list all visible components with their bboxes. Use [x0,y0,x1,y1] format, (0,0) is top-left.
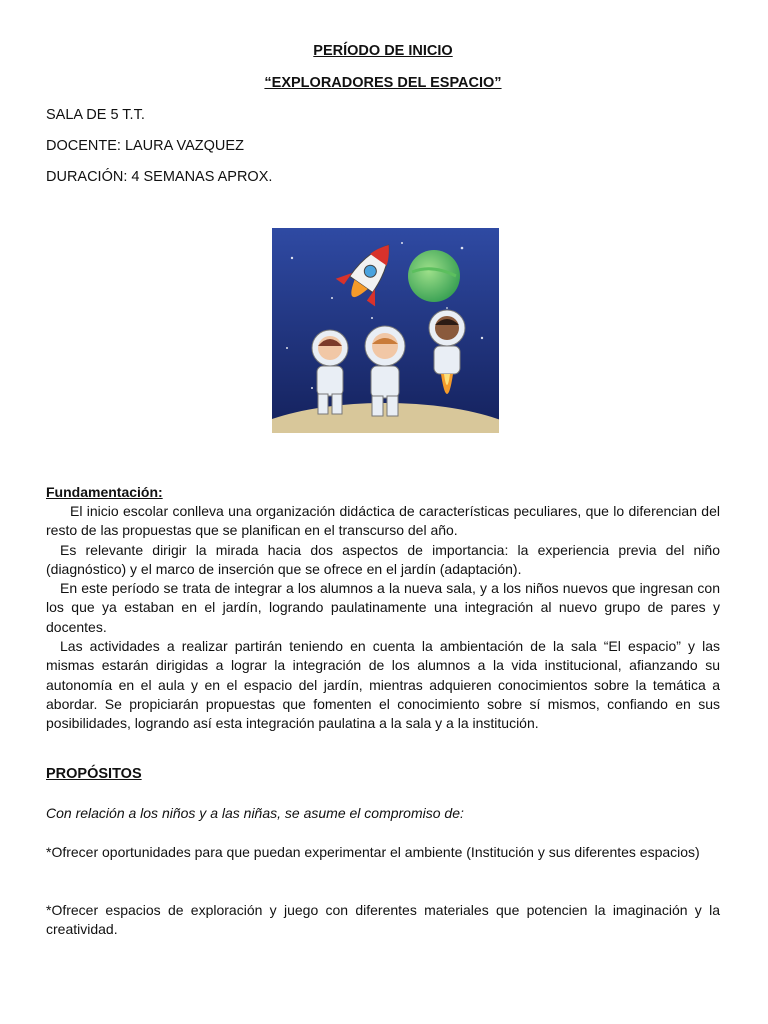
fundamentacion-paragraph: El inicio escolar conlleva una organización didáctica de características peculiares, que lo diferencian del resto de las propuestas que se planifican en el transcurso del año. [46,503,720,539]
proposito-item: *Ofrecer oportunidades para que puedan experimentar el ambiente (Institución y sus diferentes espacios) [46,844,700,860]
space-astronaut-kids-illustration [272,228,499,433]
fundamentacion-body [46,502,720,734]
propositos-heading: PROPÓSITOS [46,766,142,782]
fundamentacion-heading: Fundamentación: [46,484,163,500]
page-title: PERÍODO DE INICIO [313,43,453,59]
fundamentacion-paragraph: Las actividades a realizar partirán teniendo en cuenta la ambientación de la sala “El espacio” y las mismas estarán dirigidas a lograr la integración de los alumnos a la vida institucional, afianzando su autonomía en el aula y en el espacio del jardín, mientras adquieren conocimientos sobre la temática a abordar. Se propiciarán propuestas que fomenten el conocimiento sobre sí mismos, confiando en sus posibilidades, logrando así esta integración paulatina a la sala y a la institución. [46,638,720,732]
duracion-line: DURACIÓN: 4 SEMANAS APROX. [46,169,273,185]
page-subtitle: “EXPLORADORES DEL ESPACIO” [264,75,502,91]
propositos-intro: Con relación a los niños y a las niñas, se asume el compromiso de: [46,805,464,821]
proposito-item: *Ofrecer espacios de exploración y juego con diferentes materiales que potencien la imaginación y la creatividad. [46,902,720,938]
fundamentacion-paragraph: En este período se trata de integrar a los alumnos a la nueva sala, y a los niños nuevos que ingresan con los que ya estaban en el jardín, logrando paulatinamente una integración al nuevo grupo de pares y docentes. [46,580,720,635]
docente-line: DOCENTE: LAURA VAZQUEZ [46,138,244,154]
sala-line: SALA DE 5 T.T. [46,107,145,123]
fundamentacion-paragraph: Es relevante dirigir la mirada hacia dos aspectos de importancia: la experiencia previa del niño (diagnóstico) y el marco de inserción que se ofrece en el jardín (adaptación). [46,541,720,577]
